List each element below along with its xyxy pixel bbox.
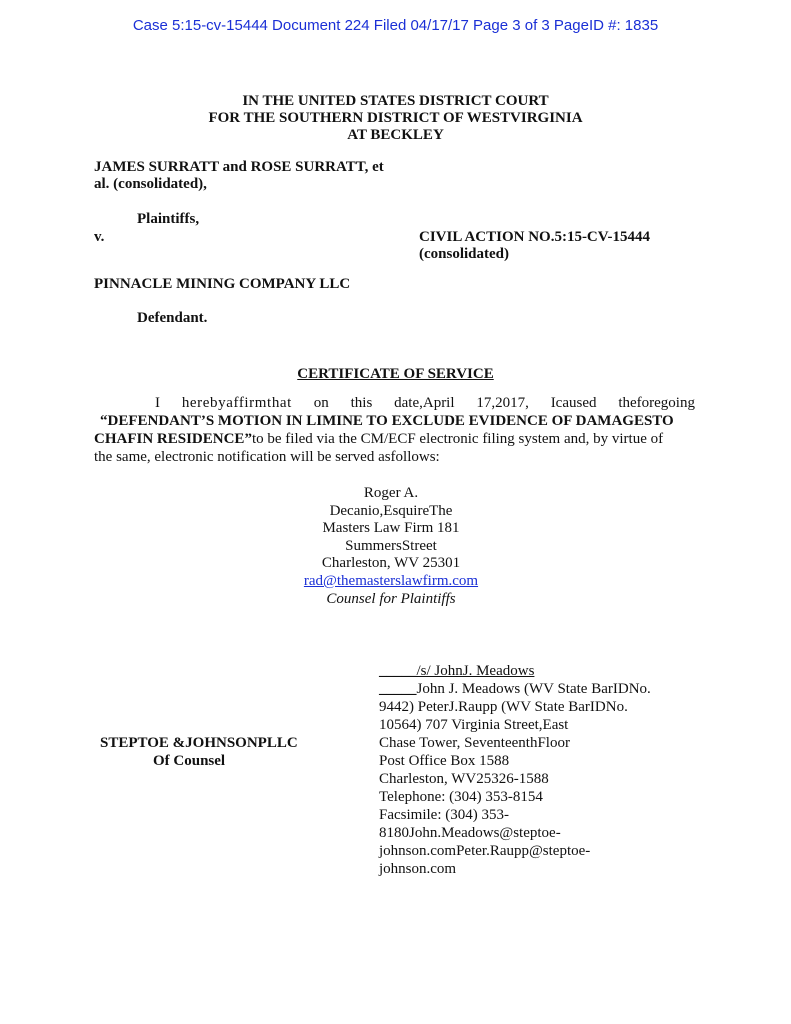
- certificate-title-wrap: [0, 366, 791, 383]
- motion-title-line-1: “DEFENDANT’S MOTION IN LIMINE TO EXCLUDE EVIDENCE OF DAMAGESTO: [100, 413, 674, 429]
- court-line-3: AT BECKLEY: [347, 127, 444, 143]
- court-line-2: FOR THE SOUTHERN DISTRICT OF WESTVIRGINIA: [208, 110, 583, 126]
- word: I: [155, 395, 160, 411]
- certificate-title: CERTIFICATE OF SERVICE: [297, 366, 494, 382]
- service-line: Decanio,EsquireThe: [329, 502, 453, 519]
- signature-line: _____/s/ JohnJ. Meadows: [379, 663, 535, 679]
- court-heading: [0, 93, 791, 144]
- certificate-body-line-3: [94, 431, 663, 448]
- certificate-body-line-4: the same, electronic notification will be served asfollows:: [94, 449, 440, 465]
- service-line: Charleston, WV 25301: [321, 555, 461, 572]
- plaintiffs-names-line-1: JAMES SURRATT and ROSE SURRATT, et: [94, 159, 384, 175]
- firm-role: Of Counsel: [153, 752, 226, 769]
- certificate-body-text: to be filed via the CM/ECF electronic filing system and, by virtue of: [251, 431, 664, 447]
- service-address-block: [191, 485, 591, 608]
- word: 17,2017,: [476, 395, 529, 411]
- word: herebyaffirmthat: [181, 395, 292, 411]
- court-line-1: IN THE UNITED STATES DISTRICT COURT: [242, 93, 549, 109]
- defendant-name: PINNACLE MINING COMPANY LLC: [94, 276, 351, 292]
- case-header: Case 5:15-cv-15444 Document 224 Filed 04/17/17 Page 3 of 3 PageID #: 1835: [132, 17, 659, 34]
- word: Icaused: [550, 395, 597, 411]
- plaintiffs-label: Plaintiffs,: [137, 211, 200, 227]
- certificate-body-line-1: [155, 395, 695, 412]
- signature-text-line: 9442) PeterJ.Raupp (WV State BarIDNo.: [379, 699, 628, 715]
- plaintiffs-names-line-2: al. (consolidated),: [94, 176, 207, 192]
- signature-text-line: johnson.com: [379, 861, 457, 877]
- word: on: [313, 395, 329, 411]
- firm-block: [100, 735, 298, 770]
- signature-text-line: 8180John.Meadows@steptoe-: [379, 825, 561, 841]
- service-email-link[interactable]: rad@themasterslawfirm.com: [303, 572, 479, 589]
- motion-title-line-2: CHAFIN RESIDENCE”: [94, 431, 252, 447]
- signature-text-line: Charleston, WV25326-1588: [379, 771, 549, 787]
- signature-blank: _____: [379, 681, 417, 697]
- civil-action-consolidated: (consolidated): [419, 246, 509, 262]
- defendant-label: Defendant.: [137, 310, 208, 326]
- signature-facsimile: Facsimile: (304) 353-: [379, 807, 509, 823]
- signature-text-line: johnson.comPeter.Raupp@steptoe-: [379, 843, 591, 859]
- signature-attorney-line: [379, 680, 651, 698]
- signature-telephone: Telephone: (304) 353-8154: [379, 789, 543, 805]
- word: this: [350, 395, 373, 411]
- service-line: Masters Law Firm 181: [322, 520, 460, 537]
- signature-text-line: 10564) 707 Virginia Street,East: [379, 717, 569, 733]
- word: theforegoing: [618, 395, 695, 411]
- civil-action-number: CIVIL ACTION NO.5:15-CV-15444: [419, 229, 650, 245]
- firm-name: STEPTOE &JOHNSONPLLC: [100, 735, 298, 751]
- versus-label: v.: [94, 229, 105, 245]
- word: date,April: [394, 395, 455, 411]
- signature-block: [379, 662, 651, 878]
- signature-text-line: Chase Tower, SeventeenthFloor: [379, 735, 570, 751]
- counsel-for-plaintiffs: Counsel for Plaintiffs: [326, 590, 456, 607]
- signature-text: John J. Meadows (WV State BarIDNo.: [416, 681, 651, 697]
- service-line: Roger A.: [363, 485, 419, 501]
- signature-text-line: Post Office Box 1588: [379, 753, 510, 769]
- service-line: SummersStreet: [345, 537, 437, 554]
